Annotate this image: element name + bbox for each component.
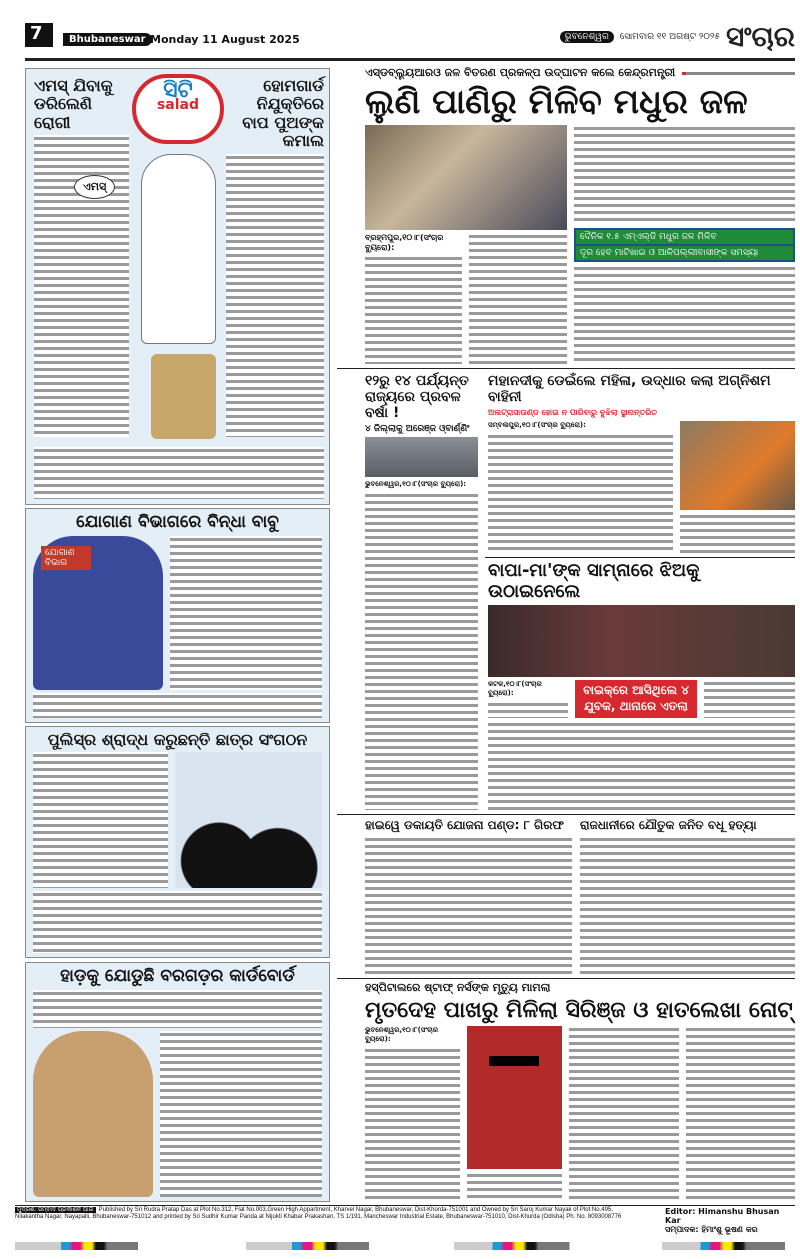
lead-body-row — [365, 125, 795, 364]
header-right — [560, 20, 795, 54]
robbery-story — [365, 819, 572, 974]
rain-body — [365, 492, 478, 810]
divider — [337, 814, 795, 815]
lead-kicker-row — [365, 66, 795, 80]
nurse-row — [365, 1026, 795, 1202]
city-salad-logo — [132, 74, 224, 144]
river-story — [488, 373, 795, 553]
lead-left — [365, 125, 567, 364]
lead-body — [365, 255, 462, 364]
story-body — [160, 1031, 322, 1197]
lead-body — [574, 125, 795, 224]
river-headline: ମହାନଦୀକୁ ଡେଇଁଲେ ମହିଳା, ଉଦ୍ଧାର କଲା ଅଗ୍ନିଶମ ବାହିନୀ — [488, 373, 771, 406]
story-title: ଏମସ୍ ଯିବାକୁ ଡରିଲେଣି ରୋଗୀ — [34, 76, 113, 132]
nurse-body — [686, 1026, 796, 1202]
kidnap-headline: ବାପା-ମା'ଙ୍କ ସାମ୍ନାରେ ଝିଅକୁ ଉଠାଇନେଲେ — [488, 560, 700, 602]
lead-story — [365, 66, 795, 364]
highlight-point: ଦୂର ହେବ ମାଟିଖାଇ ଓ ଆଳିପଲ୍ଲୀବାସୀଙ୍କ ସମସ୍ୟା — [576, 246, 793, 260]
river-body — [488, 433, 673, 553]
story-body — [33, 891, 322, 953]
city-salad-panel — [25, 68, 330, 505]
lead-text-columns — [365, 233, 567, 364]
page-number-badge: 7 — [25, 23, 53, 47]
cardboard-panel — [25, 962, 330, 1202]
nurse-kicker: ହସ୍ପିଟାଲରେ ଷ୍ଟାଫ୍ ନର୍ସଙ୍କ ମୃତ୍ୟୁ ମାମଲା — [365, 981, 551, 994]
story-title: ହାଡ଼କୁ ଯୋଡୁଛି ବରଗଡ଼ର କାର୍ଡବୋର୍ଡ — [60, 966, 295, 986]
rain-headline: ୧୨ରୁ ୧୪ ପର୍ଯ୍ୟନ୍ତ ରାଜ୍ୟରେ ପ୍ରବଳ ବର୍ଷା ! — [365, 373, 469, 422]
rain-subhead: ୪ ଜିଲ୍ଲାକୁ ଅରେଞ୍ଜ ଓ୍ବାର୍ଣ୍ଣିଂ — [365, 424, 470, 435]
story1-column — [34, 77, 129, 437]
story-body — [226, 154, 324, 437]
lead-photo — [365, 125, 567, 230]
story-body — [170, 536, 322, 690]
speech-bubble: ଏମସ୍ — [74, 175, 115, 199]
lead-dateline: ବ୍ରହ୍ମପୁର,୧୦।୮(ସଂଚାର ବ୍ୟୁରୋ): — [365, 233, 444, 252]
robbery-body — [365, 836, 572, 974]
cartoon-protesters — [175, 752, 322, 888]
kidnap-story — [488, 561, 795, 811]
nurse-body — [365, 1047, 460, 1202]
river-subhead: ଅଲଟ୍ରାସାଉଣ୍ଡ ହୋଇ ନ ପାରିବାରୁ ବୁଝିଲା ସ୍ଥାନାନ୍ତରିତ — [488, 408, 657, 418]
face-censor-bar — [489, 1056, 539, 1066]
city-badge: Bhubaneswar — [63, 33, 152, 46]
cardboard-row — [33, 1031, 322, 1197]
river-text — [488, 421, 673, 553]
story-title: ପୁଲିସ୍‌ର ଶ୍ରାଦ୍ଧ କରୁଛନ୍ତି ଛାତ୍ର ସଂଗଠନ — [47, 730, 308, 749]
police-panel — [25, 726, 330, 958]
divider — [337, 978, 795, 979]
header-rule — [25, 58, 795, 61]
editor-name-odia: ସମ୍ପାଦକ: ହିମାଂଶୁ ଭୂଷଣ କର — [665, 1225, 758, 1234]
nurse-body — [467, 1172, 562, 1202]
nurse-col1 — [365, 1026, 460, 1202]
divider — [337, 368, 795, 369]
dowry-story — [580, 819, 795, 974]
header-date: Monday 11 August 2025 — [150, 33, 300, 46]
kidnap-photo — [488, 605, 795, 677]
cartoon-clerk — [33, 536, 163, 690]
kidnap-left — [488, 680, 568, 717]
kidnap-body — [488, 721, 795, 811]
rain-photo — [365, 437, 478, 477]
nurse-dateline: ଭୁବନେଶ୍ୱର,୧୦।୮(ସଂଚାର ବ୍ୟୁରୋ): — [365, 1025, 439, 1043]
lead-headline: ଲୁଣି ପାଣିରୁ ମିଳିବ ମଧୁର ଜଳ — [365, 82, 748, 122]
lead-right — [574, 125, 795, 364]
imprint-line: Nilakantha Nagar, Nayapalli, Bhubaneswar-751012 and printed by Sri Sudhir Kumar Panda at Nijukti Khabar Prakashan, TS 1/191, Mancheswar Industrial Estate, Bhubaneswar-751010, Dist-Khurda (Odisha) Ph. No. 8093008776 — [15, 1214, 622, 1220]
editor-block — [665, 1207, 795, 1235]
rain-story — [365, 373, 478, 810]
logo-top: ସିଟି — [163, 78, 193, 103]
footer-label: ମୁଦ୍ରଣ: ସମ୍ବାଦ ପ୍ରକାଶନ ପାଇଁ — [17, 1207, 94, 1213]
nurse-photo — [467, 1026, 562, 1169]
story-title: ହୋମଗାର୍ଡ ନିଯୁକ୍ତିରେ ବାପ ପୁଅଙ୍କ କମାଲ — [242, 76, 324, 151]
robbery-headline: ହାଇୱେ ଡକାୟତି ଯୋଜନା ପଣ୍ଡ: ୮ ଗିରଫ — [365, 818, 564, 832]
river-body — [680, 513, 795, 553]
cartoon-homeguard — [151, 354, 216, 439]
kidnap-body — [488, 701, 568, 717]
river-dateline: ସମ୍ବଲପୁର,୧୦।୮(ସଂଚାର ବ୍ୟୁରୋ): — [488, 421, 586, 430]
story-body — [34, 447, 324, 499]
cartoon-doctor — [141, 154, 216, 344]
lead-body — [574, 265, 795, 364]
kicker-rule — [682, 72, 795, 75]
nurse-headline: ମୃତଦେହ ପାଖରୁ ମିଳିଲା ସିରିଞ୍ଜ ଓ ହାତଲେଖା ନୋଟ୍ — [365, 997, 793, 1023]
police-row — [33, 752, 322, 888]
lead-col1 — [365, 233, 462, 364]
footer-rule — [15, 1205, 795, 1206]
supply-row — [33, 536, 322, 690]
nurse-story — [365, 982, 795, 1202]
cartoon-patient — [33, 1031, 153, 1197]
city-badge-odia: ଭୁବନେଶ୍ୱର — [560, 31, 614, 43]
story-body — [34, 135, 129, 437]
editor-name: Editor: Himanshu Bhusan Kar — [665, 1207, 780, 1225]
logo-bottom: salad — [156, 97, 200, 113]
newspaper-logo: ସଂଚାର — [726, 20, 795, 53]
imprint-line: Published by Sri Rudra Pratap Das at Plot No.312, Flat No.003,Green High Appartment, Kharvel Nagar, Bhubaneswar, Dist-Khorda-751001 and Owned by Sri Saroj Kumar Nayak of Plot No.495, — [98, 1207, 613, 1213]
story-body — [33, 990, 322, 1028]
kidnap-body — [704, 680, 795, 717]
story-body — [33, 693, 322, 718]
dowry-body — [580, 836, 795, 974]
story2-column — [226, 77, 324, 437]
header-date-odia: ସୋମବାର ୧୧ ଅଗଷ୍ଟ ୨୦୨୫ — [619, 32, 720, 42]
kidnap-dateline: କଟକ,୧୦।୮(ସଂଚାର ବ୍ୟୁରୋ): — [488, 680, 542, 698]
supply-dept-panel — [25, 508, 330, 723]
story-title: ଯୋଗାଣ ବିଭାଗରେ ବିନ୍ଧା ବାବୁ — [76, 512, 279, 532]
rain-dateline: ଭୁବନେଶ୍ୱର,୧୦।୮(ସଂଚାର ବ୍ୟୁରୋ): — [365, 480, 467, 489]
kidnap-callout: ବାଇକ୍‌ରେ ଆସିଥିଲେ ୪ ଯୁବକ, ଥାନାରେ ଏତଲା — [575, 680, 697, 717]
kidnap-row — [488, 680, 795, 717]
nurse-body — [569, 1026, 679, 1202]
lead-body — [469, 233, 567, 364]
river-photo-col — [680, 421, 795, 553]
story-body — [33, 752, 168, 888]
divider — [485, 557, 795, 558]
river-row — [488, 421, 795, 553]
lead-kicker: ଏସ୍‌ଡବ୍ଲ୍ୟୁଆରଓ ଜଳ ବିତରଣ ପ୍ରକଳ୍ପ ଉଦ୍‌ଘାଟନ କଲେ କେନ୍ଦ୍ରମନ୍ତ୍ରୀ — [365, 66, 676, 79]
dept-sign: ଯୋଗାଣ ବିଭାଗ — [41, 546, 91, 570]
footer-imprint — [15, 1207, 655, 1221]
dowry-headline: ରାଜଧାନୀରେ ଯୌତୁକ ଜନିତ ବଧୂ ହତ୍ୟା — [580, 818, 757, 832]
color-registration-strip — [15, 1242, 785, 1250]
lead-highlights — [574, 228, 795, 262]
river-rescue-photo — [680, 421, 795, 510]
highlight-point: ଦୈନିକ ୧.୫ ଏମ୍‌ଏଲ୍‌ଡି ମଧୁର ଜଳ ମିଳିବ — [576, 230, 793, 244]
nurse-col2 — [467, 1026, 562, 1202]
